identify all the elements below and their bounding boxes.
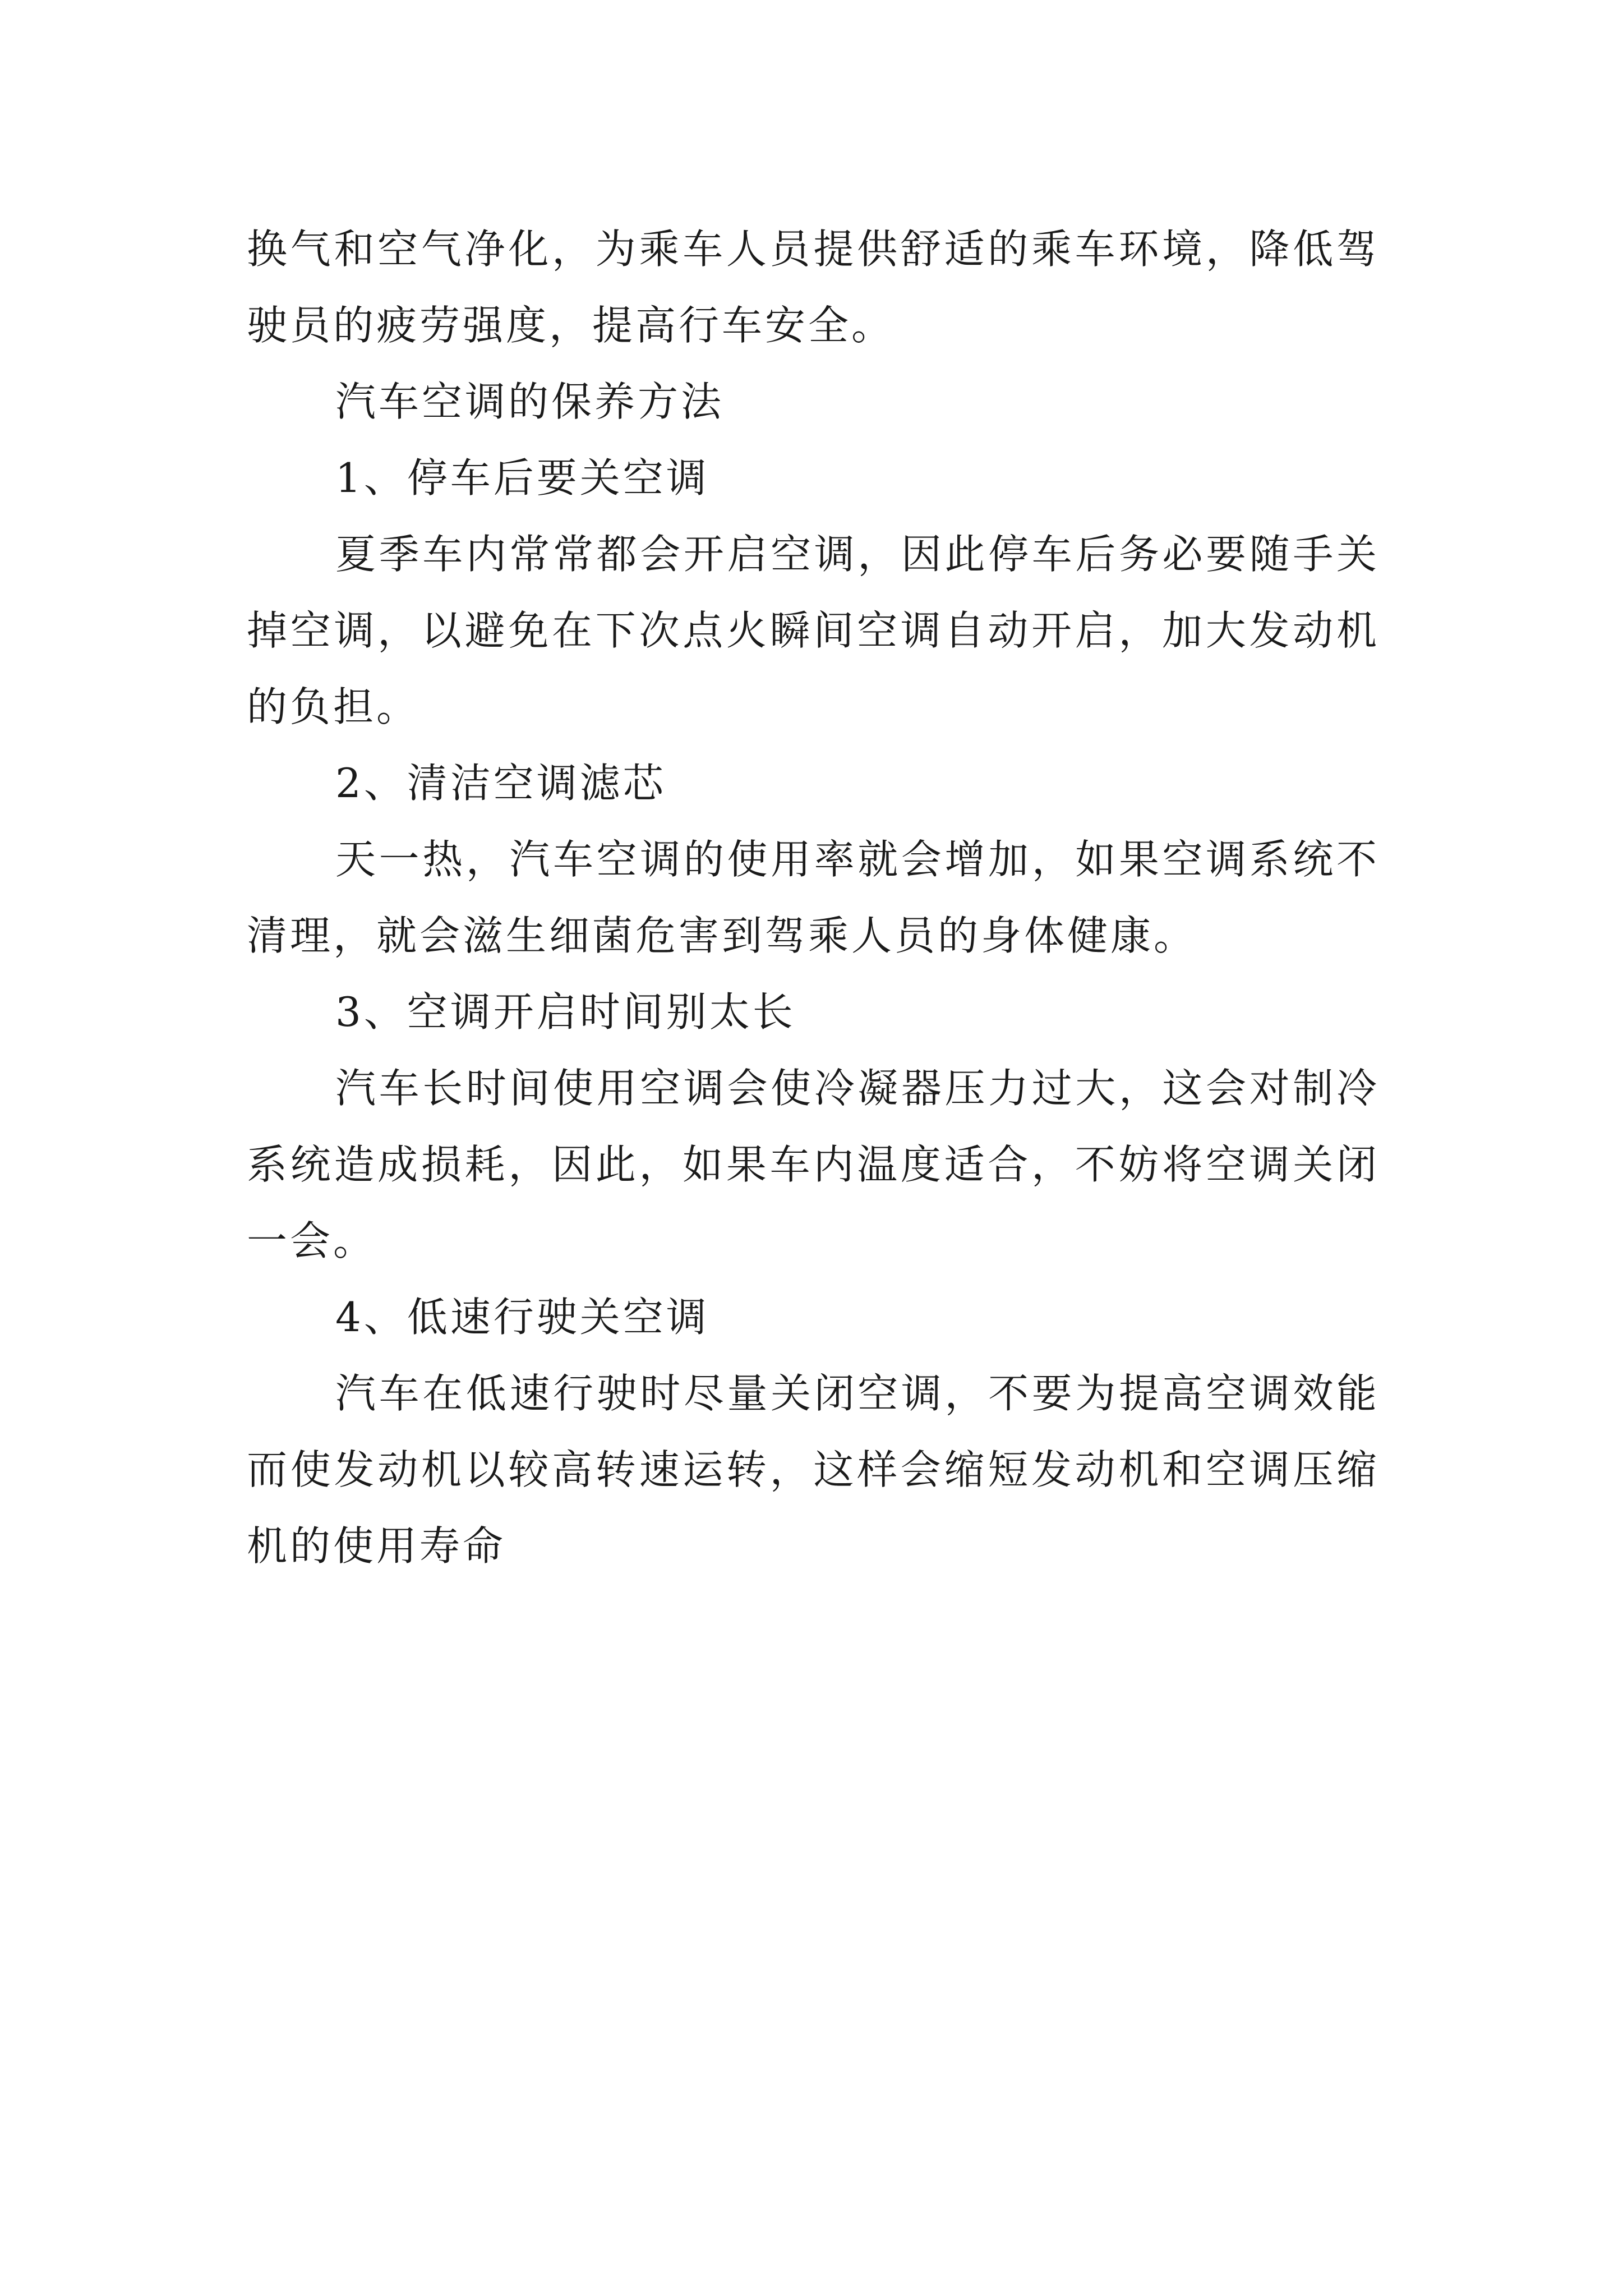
document-body — [247, 211, 1380, 1584]
paragraph-line: 一会。 — [247, 1217, 377, 1264]
paragraph-line: 清理，就会滋生细菌危害到驾乘人员的身体健康。 — [247, 912, 1197, 959]
paragraph-line: 机的使用寿命 — [247, 1522, 506, 1570]
paragraph-line: 汽车在低速行驶时尽量关闭空调，不要为提高空调效能 — [335, 1370, 1380, 1417]
paragraph-line: 天一热，汽车空调的使用率就会增加，如果空调系统不 — [335, 836, 1380, 883]
paragraph-line: 的负担。 — [247, 683, 420, 730]
section-heading: 汽车空调的保养方法 — [335, 378, 725, 425]
paragraph-line: 汽车长时间使用空调会使冷凝器压力过大，这会对制冷 — [335, 1065, 1380, 1112]
item-heading-1: 1、停车后要关空调 — [335, 454, 709, 501]
paragraph-line: 夏季车内常常都会开启空调，因此停车后务必要随手关 — [335, 531, 1380, 578]
item-heading-2: 2、清洁空调滤芯 — [335, 760, 666, 807]
item-heading-3: 3、空调开启时间别太长 — [335, 988, 796, 1036]
item-heading-4: 4、低速行驶关空调 — [335, 1294, 709, 1341]
paragraph-line: 驶员的疲劳强度，提高行车安全。 — [247, 302, 895, 349]
paragraph-line: 掉空调，以避免在下次点火瞬间空调自动开启，加大发动机 — [247, 607, 1380, 654]
paragraph-line: 系统造成损耗，因此，如果车内温度适合，不妨将空调关闭 — [247, 1141, 1380, 1188]
paragraph-line: 而使发动机以较高转速运转，这样会缩短发动机和空调压缩 — [247, 1446, 1380, 1493]
paragraph-line: 换气和空气净化，为乘车人员提供舒适的乘车环境，降低驾 — [247, 226, 1380, 273]
